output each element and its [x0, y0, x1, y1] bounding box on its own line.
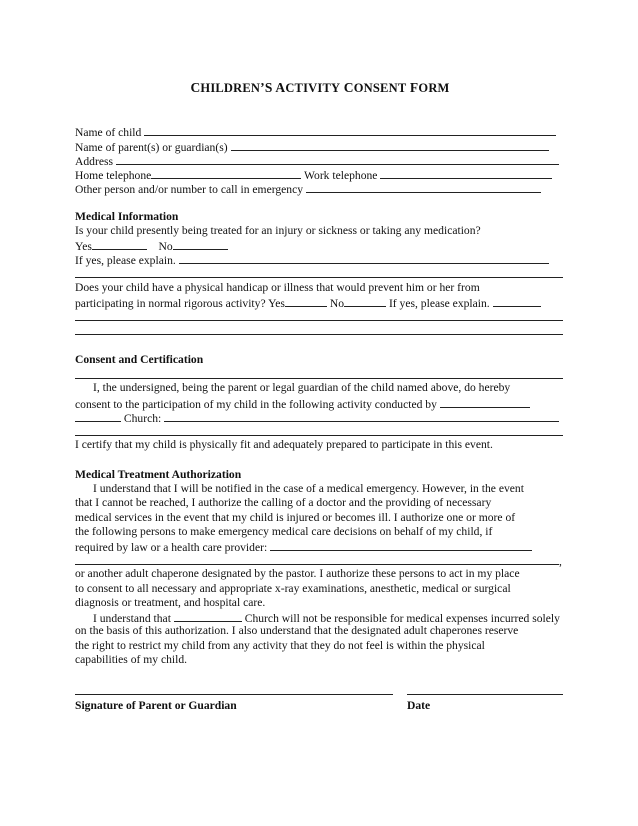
consent-line-1: I, the undersigned, being the parent or legal guardian of the child named above, do hereby [93, 381, 511, 394]
consent-heading: Consent and Certification [75, 353, 204, 366]
treatment-p2-l3: the right to restrict my child from any activity that they do not feel is within the physical [75, 639, 485, 652]
handicap-explain-field-3[interactable] [75, 323, 563, 335]
parent-name-label: Name of parent(s) or guardian(s) [75, 141, 228, 154]
church-prefix-field[interactable] [75, 410, 121, 422]
treatment-p2-l2: on the basis of this authorization. I also understand that the designated adult chaperones reserve [75, 624, 519, 637]
no-label: No [158, 240, 173, 253]
treatment-p1-l6: , [75, 553, 565, 569]
yes-label: Yes [75, 240, 92, 253]
treatment-p1-l9: diagnosis or treatment, and hospital care. [75, 596, 266, 609]
treatment-p1-l8: to consent to all necessary and appropriate x-ray examinations, anesthetic, medical or surgical [75, 582, 511, 595]
date-label: Date [407, 699, 431, 712]
medical-question-2-line1: Does your child have a physical handicap or illness that would prevent him or her from [75, 281, 480, 294]
address-label: Address [75, 155, 113, 168]
parent-signature-line[interactable] [75, 694, 393, 695]
authorized-persons-field-2[interactable] [75, 553, 559, 565]
handicap-yes-field[interactable] [285, 295, 327, 307]
handicap-no-field[interactable] [344, 295, 386, 307]
explain-label: If yes, please explain. [75, 254, 176, 267]
handicap-explain-row-3 [75, 323, 565, 339]
consent-blank-field[interactable] [75, 367, 563, 379]
medical-question-2-line2: participating in normal rigorous activity? Yes No If yes, please explain. [75, 295, 565, 311]
date-signature-line[interactable] [407, 694, 563, 695]
activity-conductor-field[interactable] [440, 396, 530, 408]
work-phone-field[interactable] [380, 167, 552, 179]
explain-field-2[interactable] [75, 266, 563, 278]
treatment-p1-l2: that I cannot be reached, I authorize the calling of a doctor and the providing of necessary [75, 496, 492, 509]
form-title: CHILDREN’S ACTIVITY CONSENT FORM [190, 80, 450, 95]
no-field[interactable] [173, 238, 228, 250]
treatment-p1-l4: the following persons to make emergency medical care decisions on behalf of my child, if [75, 525, 493, 538]
consent-line-3: Church: [75, 410, 565, 426]
child-name-field[interactable] [144, 124, 556, 136]
child-name-label: Name of child [75, 126, 142, 139]
yes-field[interactable] [92, 238, 147, 250]
home-phone-field[interactable] [151, 167, 301, 179]
explain-row-2 [75, 266, 565, 282]
treatment-p2-l1: I understand that Church will not be responsible for medical expenses incurred solely [93, 612, 560, 625]
medical-question-1: Is your child presently being treated for an injury or sickness or taking any medication? [75, 224, 481, 237]
handicap-explain-field-1[interactable] [493, 295, 541, 307]
consent-line-2: consent to the participation of my child in the following activity conducted by [75, 396, 565, 412]
work-phone-label: Work telephone [304, 169, 378, 182]
certify-line: I certify that my child is physically fit and adequately prepared to participate in this event. [75, 438, 493, 451]
emergency-label: Other person and/or number to call in emergency [75, 183, 304, 196]
parent-name-field[interactable] [231, 139, 549, 151]
handicap-explain-field-2[interactable] [75, 309, 563, 321]
explain-field-1[interactable] [179, 252, 549, 264]
consent-blank-field-2[interactable] [75, 424, 563, 436]
parent-signature-label: Signature of Parent or Guardian [75, 699, 237, 712]
treatment-p2-l4: capabilities of my child. [75, 653, 188, 666]
child-name-row [75, 124, 565, 140]
home-phone-label: Home telephone [75, 169, 152, 182]
authorized-persons-field-1[interactable] [270, 539, 532, 551]
church-field[interactable] [164, 410, 559, 422]
address-field[interactable] [116, 153, 559, 165]
treatment-p1-l5: required by law or a health care provider: [75, 539, 565, 555]
treatment-p1-l7: or another adult chaperone designated by the pastor. I authorize these persons to act in my place [75, 567, 520, 580]
church-name-field[interactable] [174, 610, 242, 622]
treatment-p1-l3: medical services in the event that my child is injured or becomes ill. I authorize one or more of [75, 511, 516, 524]
treatment-p1-l1: I understand that I will be notified in the case of a medical emergency. However, in the event [93, 482, 524, 495]
emergency-field[interactable] [306, 181, 541, 193]
medical-info-heading: Medical Information [75, 210, 179, 223]
treatment-heading: Medical Treatment Authorization [75, 468, 242, 481]
emergency-row [75, 181, 565, 197]
